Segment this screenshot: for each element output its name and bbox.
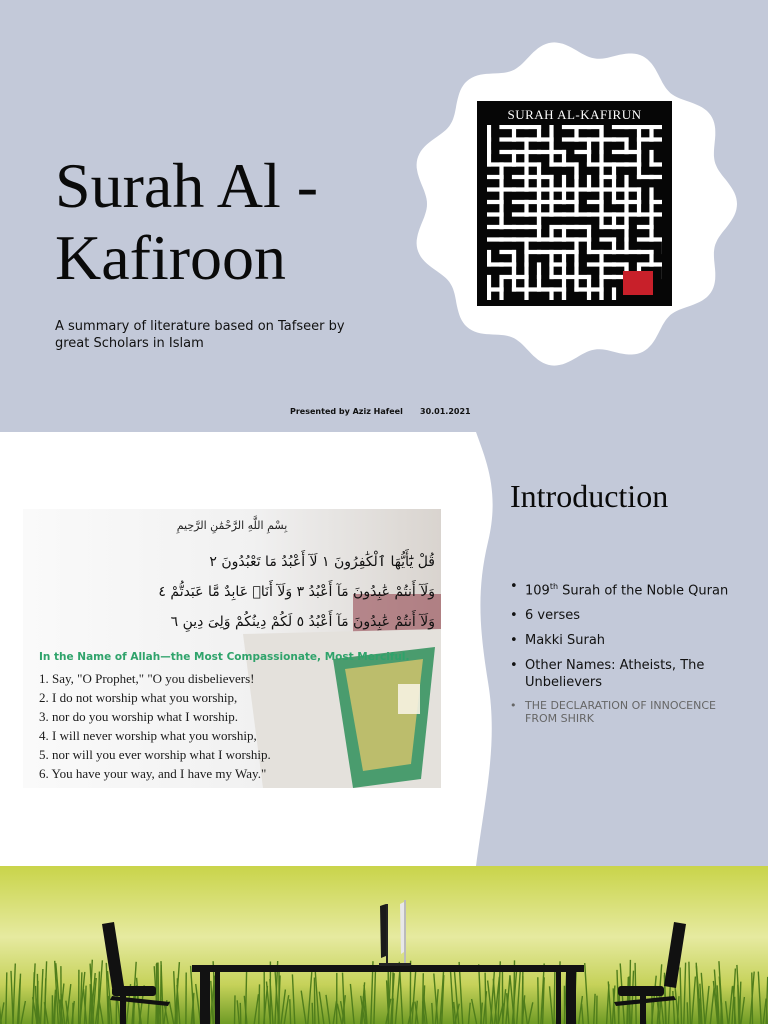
basmala-text: بِسْمِ اللَّهِ الرَّحْمَٰنِ الرَّحِيمِ: [176, 519, 288, 532]
translation-line: 5. nor will you ever worship what I worship.: [39, 747, 271, 762]
bullet-item: • Other Names: Atheists, The Unbelievers: [510, 657, 740, 691]
bullet-item: • 6 verses: [510, 607, 740, 624]
bullet-item: [510, 578, 740, 599]
grass-blade: [259, 984, 260, 1024]
presentation-date: 30.01.2021: [420, 407, 471, 416]
arabic-verses: [35, 547, 435, 637]
kufic-calligraphy-icon: [487, 125, 662, 300]
grass-blade: [485, 973, 486, 1024]
grass-blade: [422, 973, 423, 1024]
grass-blade: [312, 1003, 313, 1024]
slide-title: [55, 150, 415, 294]
title-line-2: Kafiroon: [55, 222, 287, 293]
grass-blade: [290, 999, 291, 1024]
intro-bullets: [510, 578, 740, 733]
title-slide: [0, 0, 768, 432]
grass-blade: [699, 999, 700, 1024]
title-line-1: Surah Al -: [55, 150, 319, 221]
grass-blade: [156, 963, 157, 1024]
translation-line: 1. Say, "O Prophet," "O you disbelievers!: [39, 671, 255, 686]
grass-blade: [538, 977, 539, 1024]
bullet-item-small: • THE DECLARATION OF INNOCENCE FROM SHIRK: [510, 699, 740, 725]
grass-blade: [235, 995, 236, 1024]
intro-heading: Introduction: [510, 478, 669, 514]
translation-line: 4. I will never worship what you worship,: [39, 728, 257, 743]
logo-text: SURAH AL-KAFIRUN: [507, 107, 642, 122]
maze-segment: [652, 265, 663, 278]
translation-heading: In the Name of Allah—the Most Compassionate, Most Merciful.: [39, 651, 410, 663]
meeting-table-scene-icon: [0, 866, 768, 1024]
bullet-item: • Makki Surah: [510, 632, 740, 649]
bullet-text: Surah of the Noble Quran: [558, 583, 729, 599]
quran-verse-image: [23, 509, 441, 788]
bullet-suffix: th: [549, 582, 559, 591]
grass-blade: [752, 973, 753, 1024]
translation-lines: [39, 669, 271, 783]
translation-line: 6. You have your way, and I have my Way.": [39, 766, 267, 781]
red-accent: [623, 271, 653, 295]
meeting-table-slide: [0, 866, 768, 1024]
arabic-line: وَلَآ أَنتُمْ عَٰبِدُونَ مَآ أَعْبُدُ ٣ وَلَآ أَنَا۠ عَابِدٌ مَّا عَبَدتُّمْ ٤: [158, 584, 435, 600]
grass-blade: [314, 978, 315, 1024]
introduction-slide: [0, 432, 768, 866]
arabic-line: وَلَآ أَنتُمْ عَٰبِدُونَ مَآ أَعْبُدُ ٥ لَكُمْ دِينُكُمْ وَلِىَ دِينِ ٦: [170, 614, 435, 630]
grass-blade: [6, 972, 7, 1024]
grass-blade: [240, 1003, 241, 1024]
grass-blade: [687, 1002, 688, 1024]
slide-subtitle: A summary of literature based on Tafseer by great Scholars in Islam: [55, 319, 345, 351]
presenter-name: Presented by Aziz Hafeel: [290, 407, 403, 416]
translation-line: 2. I do not worship what you worship,: [39, 690, 238, 705]
grass-blade: [554, 965, 555, 1024]
arabic-line: قُلْ يَٰٓأَيُّهَا ٱلْكَٰفِرُونَ ١ لَآ أَعْبُدُ مَا تَعْبُدُونَ ٢: [209, 554, 435, 570]
translation-line: 3. nor do you worship what I worship.: [39, 709, 238, 724]
bullet-number: 109: [525, 583, 550, 599]
kufic-logo: [477, 101, 672, 306]
